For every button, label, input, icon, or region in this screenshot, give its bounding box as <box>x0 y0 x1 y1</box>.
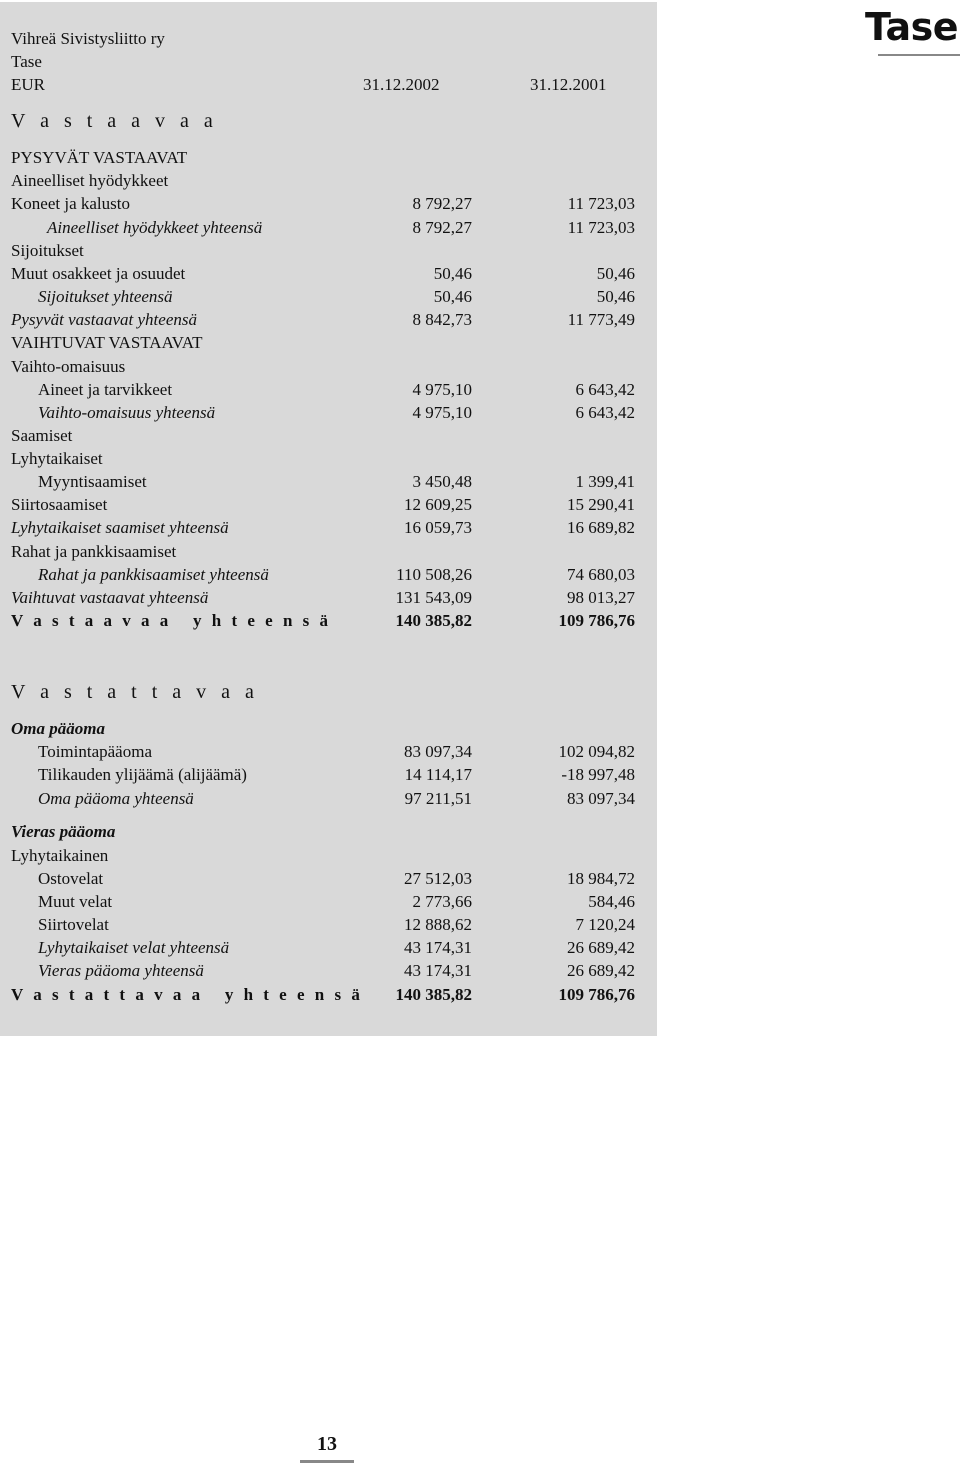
value-2002: 8 842,73 <box>412 310 472 329</box>
table-row <box>0 146 657 169</box>
table-row <box>0 717 657 740</box>
row-label: Siirtovelat <box>38 915 109 934</box>
value-2001: 6 643,42 <box>575 403 635 422</box>
table-row <box>0 763 657 786</box>
value-2001: 26 689,42 <box>567 938 635 957</box>
row-label: Lyhytaikaiset saamiset yhteensä <box>11 518 229 537</box>
section-title: V a s t a a v a a <box>11 110 218 132</box>
table-row <box>0 308 657 331</box>
table-row <box>0 331 657 354</box>
value-2002: 12 888,62 <box>404 915 472 934</box>
value-2002: 140 385,82 <box>395 611 472 630</box>
total-row <box>0 609 657 632</box>
row-label: Vaihtuvat vastaavat yhteensä <box>11 588 209 607</box>
side-title-underline <box>878 54 960 56</box>
value-2001: 102 094,82 <box>558 742 635 761</box>
row-label: Oma pääoma <box>11 719 105 738</box>
row-label: Vieras pääoma yhteensä <box>38 961 204 980</box>
row-label: PYSYVÄT VASTAAVAT <box>11 148 188 167</box>
table-row <box>0 192 657 215</box>
column-date-2001: 31.12.2001 <box>530 75 607 94</box>
row-label: Koneet ja kalusto <box>11 194 130 213</box>
value-2001: 16 689,82 <box>567 518 635 537</box>
header-doc-line <box>0 50 657 73</box>
row-label: VAIHTUVAT VASTAAVAT <box>11 333 203 352</box>
org-name: Vihreä Sivistysliitto ry <box>11 29 165 48</box>
row-label: Myyntisaamiset <box>38 472 147 491</box>
row-label: Muut osakkeet ja osuudet <box>11 264 186 283</box>
row-label: V a s t a t t a v a a y h t e e n s ä <box>11 985 363 1004</box>
value-2002: 50,46 <box>433 287 472 306</box>
table-row <box>0 913 657 936</box>
row-label: Tilikauden ylijäämä (alijäämä) <box>38 765 247 784</box>
value-2002: 8 792,27 <box>412 194 472 213</box>
doc-title: Tase <box>11 52 42 71</box>
value-2001: 109 786,76 <box>558 611 635 630</box>
table-row <box>0 216 657 239</box>
row-label: Toimintapääoma <box>38 742 152 761</box>
value-2002: 131 543,09 <box>395 588 472 607</box>
page-number: 13 <box>317 1433 337 1455</box>
value-2001: -18 997,48 <box>561 765 635 784</box>
row-label: Lyhytaikaiset velat yhteensä <box>38 938 230 957</box>
table-row <box>0 401 657 424</box>
value-2001: 1 399,41 <box>575 472 635 491</box>
section-vastattavaa <box>0 679 657 705</box>
table-row <box>0 493 657 516</box>
value-2002: 43 174,31 <box>404 938 472 957</box>
value-2002: 43 174,31 <box>404 961 472 980</box>
row-label: Vaihto-omaisuus yhteensä <box>38 403 216 422</box>
table-row <box>0 586 657 609</box>
row-label: Sijoitukset yhteensä <box>38 287 173 306</box>
value-2002: 16 059,73 <box>404 518 472 537</box>
value-2002: 4 975,10 <box>412 403 472 422</box>
currency-label: EUR <box>11 75 45 94</box>
value-2001: 6 643,42 <box>575 380 635 399</box>
table-row <box>0 540 657 563</box>
value-2002: 110 508,26 <box>396 565 472 584</box>
value-2001: 18 984,72 <box>567 869 635 888</box>
value-2001: 74 680,03 <box>567 565 635 584</box>
row-label: Siirtosaamiset <box>11 495 108 514</box>
table-row <box>0 239 657 262</box>
table-row <box>0 169 657 192</box>
value-2001: 50,46 <box>596 264 635 283</box>
table-row <box>0 470 657 493</box>
value-2002: 3 450,48 <box>412 472 472 491</box>
table-row <box>0 890 657 913</box>
value-2002: 14 114,17 <box>404 765 472 784</box>
row-label: Rahat ja pankkisaamiset yhteensä <box>38 565 269 584</box>
value-2001: 15 290,41 <box>567 495 635 514</box>
value-2001: 11 723,03 <box>567 218 635 237</box>
row-label: Vaihto-omaisuus <box>11 357 126 376</box>
table-row <box>0 262 657 285</box>
row-label: Saamiset <box>11 426 73 445</box>
column-date-2002: 31.12.2002 <box>363 75 440 94</box>
header-columns <box>0 73 657 96</box>
table-row <box>0 447 657 470</box>
table-row <box>0 378 657 401</box>
table-row <box>0 740 657 763</box>
table-row <box>0 563 657 586</box>
value-2002: 83 097,34 <box>404 742 472 761</box>
row-label: Pysyvät vastaavat yhteensä <box>11 310 197 329</box>
table-row <box>0 867 657 890</box>
value-2001: 98 013,27 <box>567 588 635 607</box>
row-label: Aineelliset hyödykkeet <box>11 171 169 190</box>
value-2002: 8 792,27 <box>412 218 472 237</box>
table-row <box>0 787 657 810</box>
row-label: Oma pääoma yhteensä <box>38 789 194 808</box>
table-row <box>0 959 657 982</box>
row-label: Lyhytaikainen <box>11 846 109 865</box>
table-row <box>0 516 657 539</box>
table-row <box>0 936 657 959</box>
table-row <box>0 355 657 378</box>
table-row <box>0 820 657 843</box>
section-vastaavaa <box>0 108 657 134</box>
row-label: Aineet ja tarvikkeet <box>38 380 173 399</box>
row-label: V a s t a a v a a y h t e e n s ä <box>11 611 332 630</box>
total-row <box>0 983 657 1006</box>
header-org-line <box>0 27 657 50</box>
value-2002: 97 211,51 <box>404 789 472 808</box>
value-2002: 140 385,82 <box>395 985 472 1004</box>
value-2002: 50,46 <box>433 264 472 283</box>
row-label: Muut velat <box>38 892 113 911</box>
value-2002: 4 975,10 <box>412 380 472 399</box>
row-label: Vieras pääoma <box>11 822 116 841</box>
side-title: Tase <box>864 5 958 49</box>
value-2001: 7 120,24 <box>575 915 635 934</box>
row-label: Rahat ja pankkisaamiset <box>11 542 177 561</box>
table-row <box>0 424 657 447</box>
value-2001: 11 723,03 <box>567 194 635 213</box>
value-2001: 26 689,42 <box>567 961 635 980</box>
value-2001: 11 773,49 <box>567 310 635 329</box>
value-2002: 27 512,03 <box>404 869 472 888</box>
row-label: Lyhytaikaiset <box>11 449 103 468</box>
row-label: Ostovelat <box>38 869 104 888</box>
row-label: Aineelliset hyödykkeet yhteensä <box>47 218 263 237</box>
value-2001: 83 097,34 <box>567 789 635 808</box>
table-row <box>0 285 657 308</box>
value-2002: 2 773,66 <box>412 892 472 911</box>
value-2002: 12 609,25 <box>404 495 472 514</box>
table-row <box>0 844 657 867</box>
row-label: Sijoitukset <box>11 241 84 260</box>
section-title: V a s t a t t a v a a <box>11 681 259 703</box>
value-2001: 109 786,76 <box>558 985 635 1004</box>
page-number-underline <box>300 1460 354 1463</box>
value-2001: 584,46 <box>588 892 635 911</box>
value-2001: 50,46 <box>596 287 635 306</box>
